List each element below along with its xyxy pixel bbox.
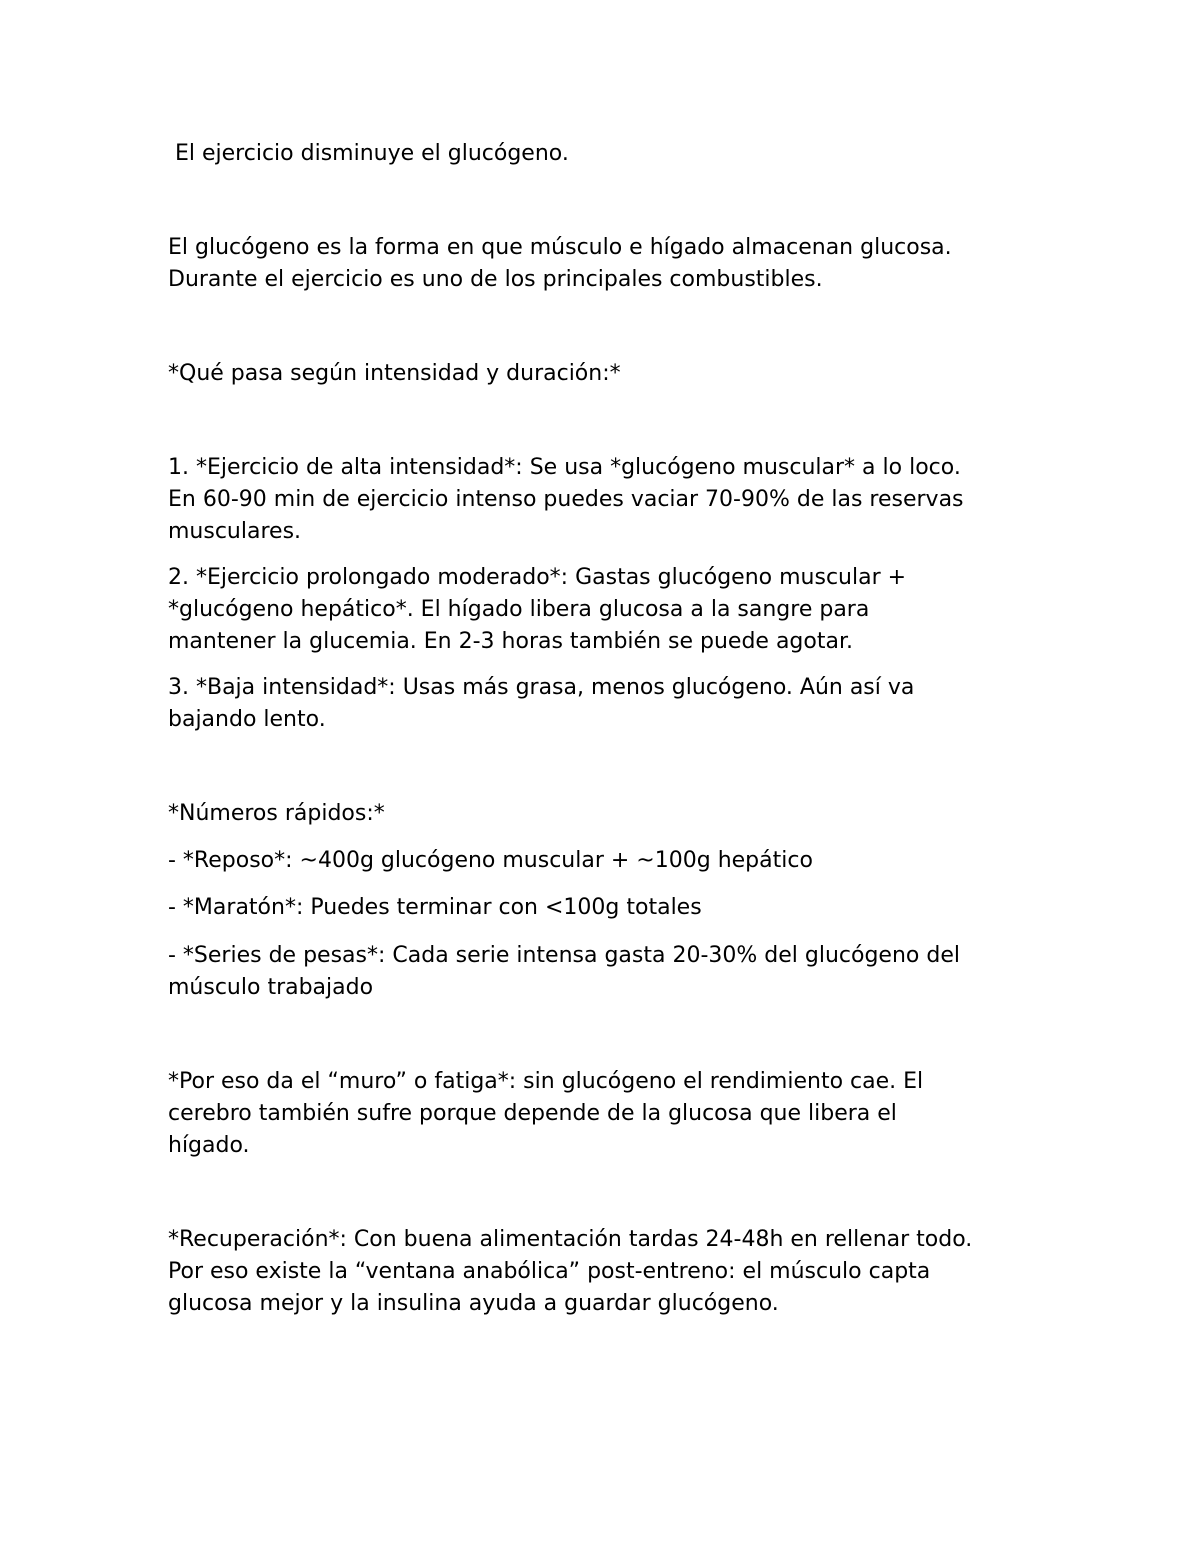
list-item-moderate	[168, 562, 1048, 658]
intro-line-2: Durante el ejercicio es uno de los principales combustibles.	[168, 267, 823, 292]
numbers-weights	[168, 940, 1048, 1004]
item2-line-2: *glucógeno hepático*. El hígado libera glucosa a la sangre para	[168, 597, 870, 622]
numbers-rest-text: - *Reposo*: ~400g glucógeno muscular + ~100g hepático	[168, 848, 813, 873]
recovery-line-2: Por eso existe la “ventana anabólica” post-entreno: el músculo capta	[168, 1259, 931, 1284]
list-item-high-intensity	[168, 452, 1048, 548]
numbers-weights-line-1: - *Series de pesas*: Cada serie intensa gasta 20-30% del glucógeno del	[168, 943, 960, 968]
fatigue-line-1: *Por eso da el “muro” o fatiga*: sin glucógeno el rendimiento cae. El	[168, 1069, 924, 1094]
recovery-line-1: *Recuperación*: Con buena alimentación tardas 24-48h en rellenar todo.	[168, 1227, 973, 1252]
recovery-paragraph	[168, 1224, 1048, 1320]
numbers-weights-line-2: músculo trabajado	[168, 975, 374, 1000]
item2-line-3: mantener la glucemia. En 2-3 horas también se puede agotar.	[168, 629, 853, 654]
item1-line-2: En 60-90 min de ejercicio intenso puedes vaciar 70-90% de las reservas	[168, 487, 964, 512]
recovery-line-3: glucosa mejor y la insulina ayuda a guardar glucógeno.	[168, 1291, 779, 1316]
list-item-low-intensity	[168, 672, 1048, 736]
document-title	[168, 138, 1048, 170]
fatigue-paragraph	[168, 1066, 1048, 1162]
item1-line-3: musculares.	[168, 519, 302, 544]
item3-line-1: 3. *Baja intensidad*: Usas más grasa, menos glucógeno. Aún así va	[168, 675, 915, 700]
numbers-marathon	[168, 892, 1048, 924]
item2-line-1: 2. *Ejercicio prolongado moderado*: Gastas glucógeno muscular +	[168, 565, 907, 590]
numbers-heading-text: *Números rápidos:*	[168, 801, 385, 826]
intro-paragraph	[168, 232, 1048, 296]
title-line: El ejercicio disminuye el glucógeno.	[168, 141, 569, 166]
fatigue-line-3: hígado.	[168, 1133, 250, 1158]
numbers-heading	[168, 798, 1048, 830]
numbers-marathon-text: - *Maratón*: Puedes terminar con <100g totales	[168, 895, 702, 920]
fatigue-line-2: cerebro también sufre porque depende de la glucosa que libera el	[168, 1101, 897, 1126]
item1-line-1: 1. *Ejercicio de alta intensidad*: Se usa *glucógeno muscular* a lo loco.	[168, 455, 961, 480]
item3-line-2: bajando lento.	[168, 707, 326, 732]
intensity-heading-text: *Qué pasa según intensidad y duración:*	[168, 361, 621, 386]
intensity-heading	[168, 358, 1048, 390]
intro-line-1: El glucógeno es la forma en que músculo e hígado almacenan glucosa.	[168, 235, 952, 260]
numbers-rest	[168, 845, 1048, 877]
